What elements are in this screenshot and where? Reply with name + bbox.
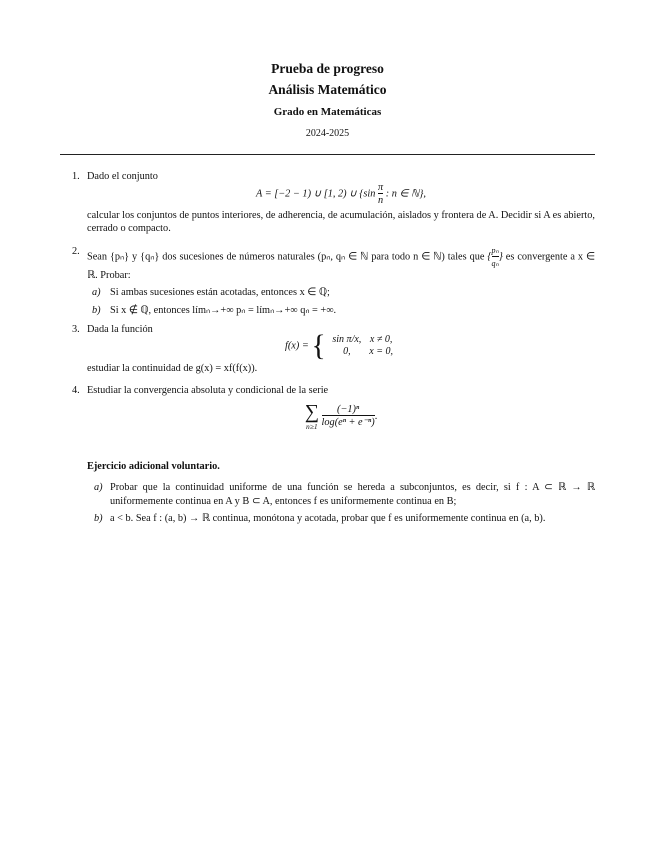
course-title: Análisis Matemático [268, 82, 387, 97]
problem-intro: Dado el conjunto [87, 171, 158, 182]
problem-3 [60, 323, 595, 375]
subitem-text: a < b. Sea f : (a, b) → ℝ continua, monótona y acotada, probar que f es uniformemente continua en (a, b). [110, 513, 546, 524]
extra-subitem-a [60, 481, 595, 508]
subitem-text: Si x ∉ ℚ, entonces límₙ→+∞ pₙ = límₙ→+∞ qₙ = +∞. [110, 304, 337, 316]
sequence-ratio: { $\frac{\text{pₙ}}{\text{qₙ}}$ } [487, 245, 503, 268]
header-divider [60, 154, 595, 155]
text-part: Sean {pₙ} y {qₙ} dos sucesiones de números naturales (pₙ, qₙ ∈ ℕ para todo n ∈ ℕ) tales que [87, 250, 485, 262]
case-expr: sin π/x, [332, 333, 362, 345]
problem-number: 3. [72, 324, 80, 335]
extra-subitem-b [60, 512, 595, 526]
exam-title: Prueba de progreso [271, 61, 384, 76]
series-formula [87, 402, 595, 431]
summation [305, 402, 319, 431]
case-expr: 0, [343, 345, 351, 357]
formula-right: : n ∈ ℕ}, [385, 187, 426, 199]
denominator: n [377, 194, 384, 206]
problem-text: estudiar la continuidad de g(x) = xf(f(x)). [87, 362, 258, 374]
denominator: qₙ [492, 256, 499, 269]
problem-intro: Estudiar la convergencia absoluta y condicional de la serie [87, 385, 329, 396]
subitem-a [87, 286, 595, 300]
problem-number: 4. [72, 385, 80, 396]
sum-index: n≥1 [306, 421, 318, 431]
problem-intro: Dada la función [87, 324, 153, 335]
fraction [378, 182, 383, 206]
formula-left: A = [−2 − 1) ∪ [1, 2) ∪ {sin [256, 187, 376, 199]
problem-2 [60, 245, 595, 318]
problem-number: 2. [72, 245, 80, 257]
problem-number: 1. [72, 171, 80, 182]
problem-1 [60, 170, 595, 236]
subitem-label: a) [92, 287, 101, 298]
formula-left: f(x) = [285, 339, 309, 351]
numerator: π [377, 181, 384, 193]
subitem-label: b) [94, 513, 103, 524]
brace: { [311, 328, 326, 362]
case-cond: x ≠ 0, [369, 333, 393, 345]
cases-table [328, 334, 397, 358]
subitem-text: Si ambas sucesiones están acotadas, entonces x ∈ ℚ; [110, 287, 330, 298]
subitem-label: a) [94, 482, 103, 493]
subitem-label: b) [92, 304, 101, 316]
text-part: es convergente a x ∈ ℝ. Probar: [87, 250, 595, 281]
problem-4 [60, 384, 595, 431]
numerator: (−1)ⁿ [337, 404, 360, 415]
period: . [374, 410, 378, 422]
denominator: log(eⁿ + e⁻ⁿ) [321, 417, 375, 428]
sum-symbol: ∑ [304, 400, 319, 423]
extra-title: Ejercicio adicional voluntario. [87, 460, 220, 472]
problem-text: calcular los conjuntos de puntos interiores, de adherencia, de acumulación, aislados y frontera de A. Decidir si A es abierto, cerrado o compacto. [87, 209, 595, 234]
case-cond: x = 0, [369, 345, 393, 357]
exercises [60, 170, 595, 526]
degree-title: Grado en Matemáticas [273, 106, 382, 118]
academic-year: 2024-2025 [305, 128, 350, 139]
problem-text [87, 245, 595, 283]
numerator: pₙ [491, 245, 499, 255]
subitem-b [87, 304, 595, 318]
fraction [322, 404, 375, 428]
subitem-text: Probar que la continuidad uniforme de una función se hereda a subconjuntos, es decir, si f : A ⊂ ℝ → ℝ uniformemente continua en A y B ⊂ A, entonces f es uniformemente continua en B; [110, 482, 595, 507]
header [0, 58, 655, 139]
display-formula [87, 182, 595, 206]
